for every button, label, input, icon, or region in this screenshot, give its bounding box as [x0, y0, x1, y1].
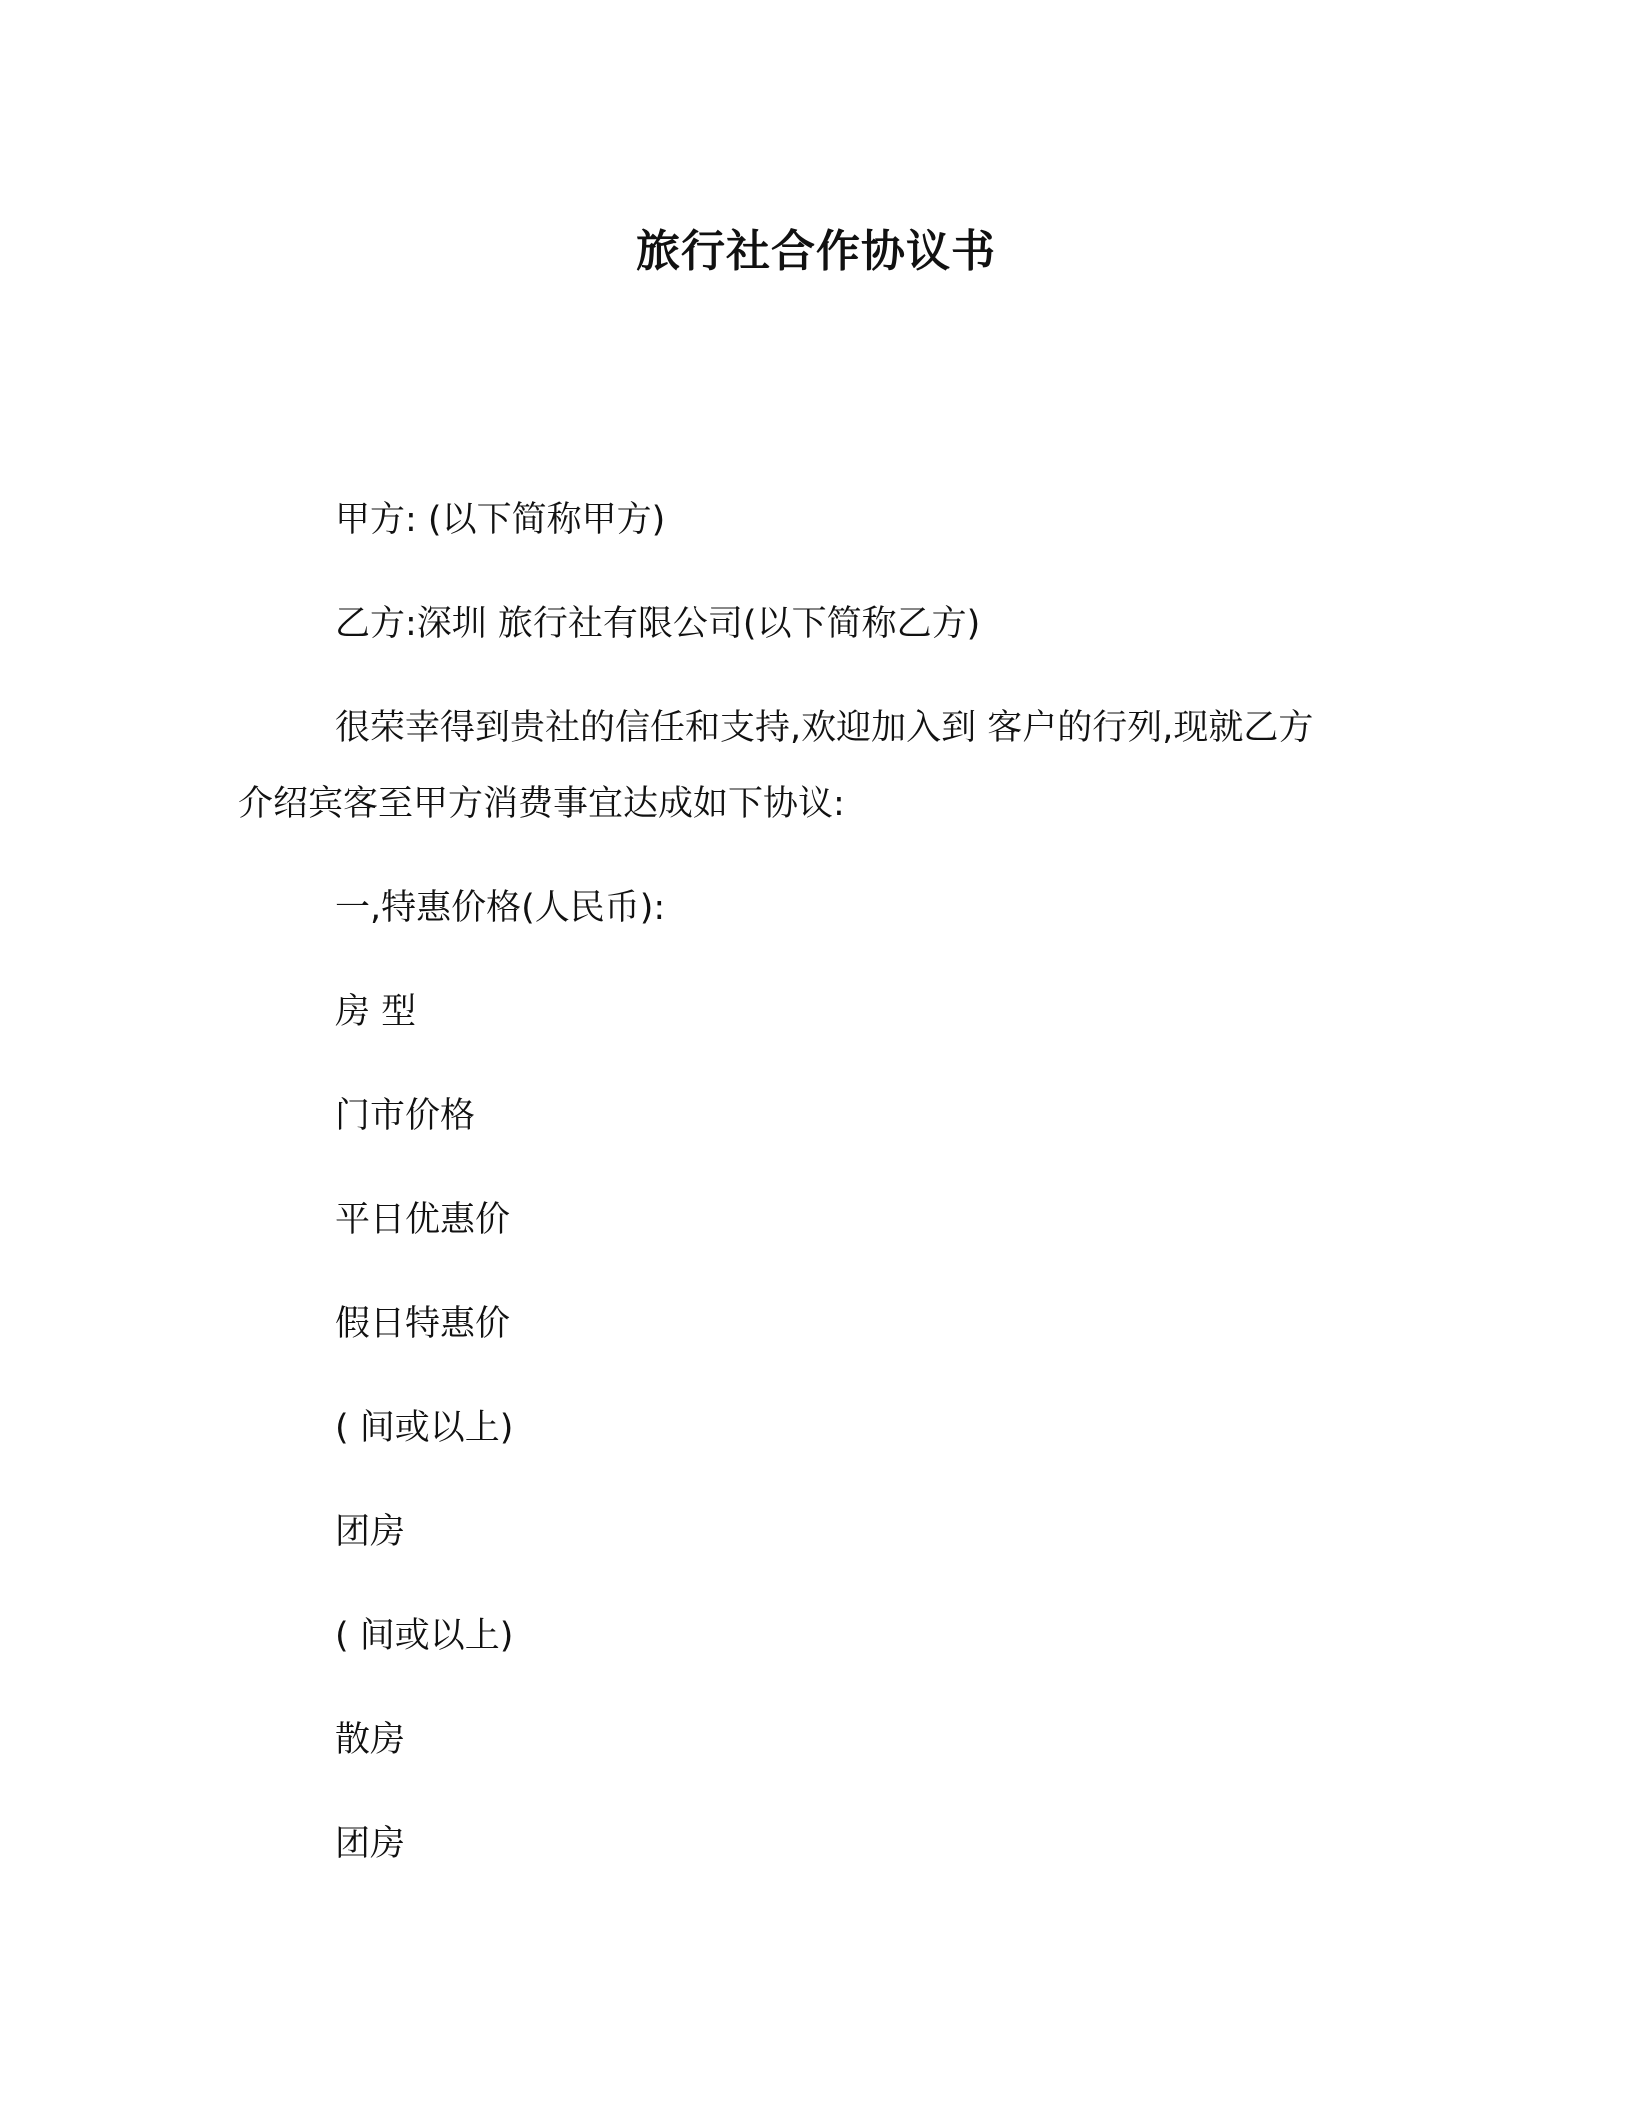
- holiday-rate-label: 假日特惠价: [335, 1304, 511, 1344]
- room-type-label: 房 型: [335, 992, 417, 1032]
- intro-paragraph-line-2: 介绍宾客至甲方消费事宜达成如下协议:: [238, 784, 845, 824]
- section-heading-price: 一,特惠价格(人民币):: [335, 888, 666, 928]
- rooms-or-more-note-2: ( 间或以上): [335, 1616, 514, 1656]
- group-room-label-1: 团房: [335, 1512, 406, 1552]
- document-title: 旅行社合作协议书: [636, 226, 996, 277]
- group-room-label-2: 团房: [335, 1824, 406, 1864]
- party-a-line: 甲方: (以下简称甲方): [335, 500, 666, 540]
- intro-paragraph-line-1: 很荣幸得到贵社的信任和支持,欢迎加入到 客户的行列,现就乙方: [335, 708, 1314, 748]
- weekday-rate-label: 平日优惠价: [335, 1200, 511, 1240]
- rack-rate-label: 门市价格: [335, 1096, 476, 1136]
- individual-room-label: 散房: [335, 1720, 406, 1760]
- party-b-line: 乙方:深圳 旅行社有限公司(以下简称乙方): [335, 604, 981, 644]
- rooms-or-more-note-1: ( 间或以上): [335, 1408, 514, 1448]
